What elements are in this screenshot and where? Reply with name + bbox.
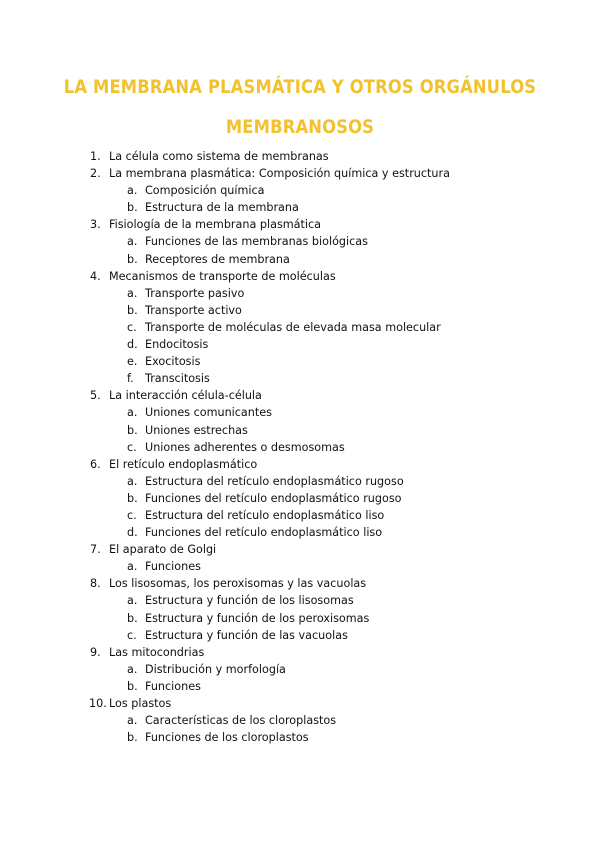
item-marker: d. — [127, 526, 138, 540]
outline-subitem — [0, 507, 600, 524]
item-marker: a. — [127, 184, 138, 198]
item-text: Las mitocondrias — [109, 645, 205, 659]
item-marker: b. — [127, 731, 138, 745]
outline-subitem — [0, 404, 600, 421]
item-text: Estructura y función de los lisosomas — [145, 594, 354, 608]
item-marker: 8. — [90, 577, 101, 591]
item-marker: a. — [127, 286, 138, 300]
item-marker: b. — [127, 303, 138, 317]
outline-subitem — [0, 729, 600, 746]
item-text: El retículo endoplasmático — [109, 457, 258, 471]
item-marker: a. — [127, 714, 138, 728]
table-of-contents — [0, 148, 600, 746]
item-text: Estructura del retículo endoplasmático rugoso — [145, 474, 404, 488]
outline-subitem — [0, 353, 600, 370]
item-text: Receptores de membrana — [145, 252, 290, 266]
outline-subitem — [0, 610, 600, 627]
item-text: Transporte pasivo — [145, 286, 245, 300]
outline-subitem — [0, 678, 600, 695]
outline-subitem — [0, 336, 600, 353]
item-marker: a. — [127, 594, 138, 608]
item-text: Estructura y función de las vacuolas — [145, 628, 348, 642]
item-marker: 3. — [90, 218, 101, 232]
outline-subitem — [0, 251, 600, 268]
item-text: Composición química — [145, 184, 265, 198]
item-text: Los plastos — [109, 697, 172, 710]
outline-item — [0, 165, 600, 182]
outline-subitem — [0, 524, 600, 541]
item-marker: 4. — [90, 269, 101, 283]
item-text: Uniones comunicantes — [145, 406, 272, 420]
item-text: Estructura y función de los peroxisomas — [145, 611, 370, 625]
item-marker: a. — [127, 662, 138, 676]
outline-subitem — [0, 233, 600, 250]
item-text: Endocitosis — [145, 338, 209, 352]
outline-item — [0, 456, 600, 473]
item-marker: b. — [127, 423, 138, 437]
outline-subitem — [0, 199, 600, 216]
outline-subitem — [0, 439, 600, 456]
outline-item — [0, 268, 600, 285]
item-text: Transcitosis — [145, 372, 210, 386]
outline-subitem — [0, 627, 600, 644]
item-marker: d. — [127, 338, 138, 352]
item-marker: a. — [127, 235, 138, 249]
outline-subitem — [0, 558, 600, 575]
item-text: Funciones de los cloroplastos — [145, 731, 309, 745]
outline-item — [0, 644, 600, 661]
item-marker: c. — [127, 440, 137, 454]
item-marker: b. — [127, 252, 138, 266]
item-text: Exocitosis — [145, 355, 201, 369]
item-text: Funciones del retículo endoplasmático rugoso — [145, 491, 402, 505]
item-marker: c. — [127, 320, 137, 334]
item-marker: a. — [127, 474, 138, 488]
item-text: Distribución y morfología — [145, 662, 286, 676]
item-text: Mecanismos de transporte de moléculas — [109, 269, 336, 283]
item-marker: f. — [127, 372, 134, 386]
outline-item — [0, 541, 600, 558]
item-text: Funciones — [145, 679, 201, 693]
item-marker: c. — [127, 628, 137, 642]
outline-item — [0, 148, 600, 165]
item-text: Funciones — [145, 560, 201, 574]
item-text: Transporte de moléculas de elevada masa molecular — [145, 320, 441, 334]
item-marker: e. — [127, 355, 138, 369]
document-title-line-2: MEMBRANOSOS — [225, 116, 375, 138]
item-text: Estructura del retículo endoplasmático liso — [145, 508, 385, 522]
item-text: Funciones del retículo endoplasmático liso — [145, 526, 383, 540]
item-text: Fisiología de la membrana plasmática — [109, 218, 322, 232]
item-marker: 5. — [90, 389, 101, 403]
item-marker: b. — [127, 201, 138, 215]
item-marker: b. — [127, 679, 138, 693]
item-text: Uniones estrechas — [145, 423, 248, 437]
outline-subitem — [0, 490, 600, 507]
item-marker: b. — [127, 611, 138, 625]
item-marker: b. — [127, 491, 138, 505]
item-marker: 6. — [90, 457, 101, 471]
item-text: La interacción célula-célula — [109, 389, 262, 403]
outline-subitem — [0, 592, 600, 609]
item-text: Uniones adherentes o desmosomas — [145, 440, 345, 454]
outline-subitem — [0, 473, 600, 490]
outline-subitem — [0, 302, 600, 319]
item-marker: c. — [127, 508, 137, 522]
outline-item — [0, 695, 600, 712]
item-text: La célula como sistema de membranas — [109, 150, 329, 163]
item-marker: 2. — [90, 167, 101, 181]
item-marker: 1. — [90, 150, 101, 163]
item-marker: 7. — [90, 543, 101, 557]
item-text: Estructura de la membrana — [145, 201, 299, 215]
item-text: El aparato de Golgi — [109, 543, 217, 557]
outline-subitem — [0, 661, 600, 678]
outline-item — [0, 575, 600, 592]
item-text: La membrana plasmática: Composición química y estructura — [109, 167, 450, 181]
outline-subitem — [0, 285, 600, 302]
outline-subitem — [0, 319, 600, 336]
item-marker: 10. — [89, 697, 107, 710]
outline-subitem — [0, 712, 600, 729]
outline-item — [0, 216, 600, 233]
outline-item — [0, 387, 600, 404]
item-text: Características de los cloroplastos — [145, 714, 337, 728]
item-marker: a. — [127, 560, 138, 574]
outline-subitem — [0, 182, 600, 199]
item-marker: 9. — [90, 645, 101, 659]
item-text: Funciones de las membranas biológicas — [145, 235, 368, 249]
item-text: Transporte activo — [145, 303, 242, 317]
outline-subitem — [0, 370, 600, 387]
document-title-line-1: LA MEMBRANA PLASMÁTICA Y OTROS ORGÁNULOS — [63, 76, 537, 98]
item-marker: a. — [127, 406, 138, 420]
item-text: Los lisosomas, los peroxisomas y las vacuolas — [109, 577, 367, 591]
outline-subitem — [0, 422, 600, 439]
